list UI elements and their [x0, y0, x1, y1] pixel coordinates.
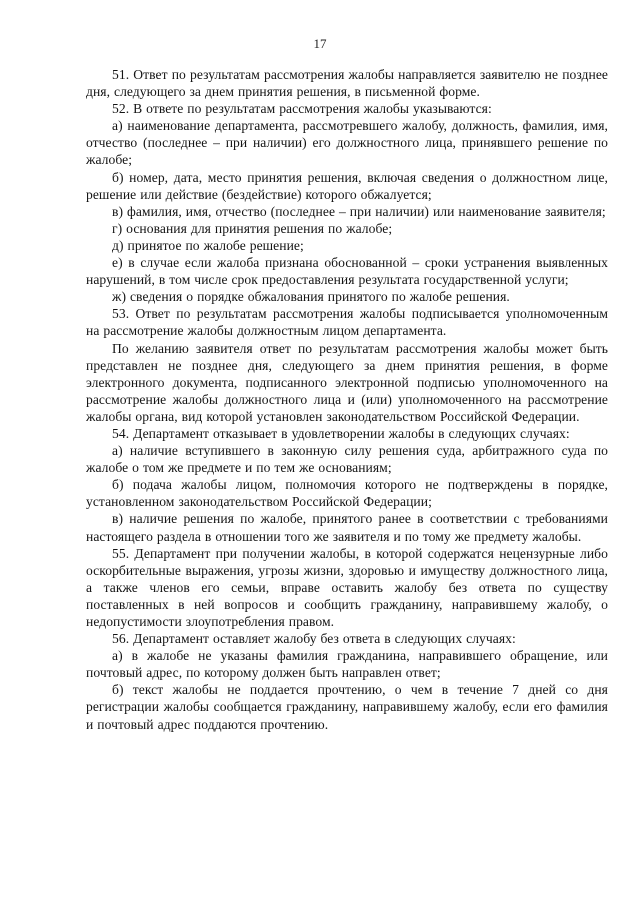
page-number: 17 [313, 36, 327, 51]
list-item-52f: е) в случае если жалоба признана обоснованной – сроки устранения выявленных нарушений, в том числе срок предоставления результата государственной услуги; [86, 255, 608, 288]
document-body [86, 66, 608, 733]
list-item-54c: в) наличие решения по жалобе, принятого ранее в соответствии с требованиями настоящего раздела в отношении того же заявителя и по тому же предмету жалобы. [86, 511, 608, 544]
list-item-52a: а) наименование департамента, рассмотревшего жалобу, должность, фамилия, имя, отчество (последнее – при наличии) его должностного лица, принявшего решение по жалобе; [86, 118, 608, 168]
list-item-56a: а) в жалобе не указаны фамилия гражданина, направившего обращение, или почтовый адрес, по которому должен быть направлен ответ; [86, 648, 608, 681]
list-item-54b: б) подача жалобы лицом, полномочия которого не подтверждены в порядке, установленном законодательством Российской Федерации; [86, 477, 608, 510]
list-item-54a: а) наличие вступившего в законную силу решения суда, арбитражного суда по жалобе о том же предмете и по тем же основаниям; [86, 443, 608, 476]
paragraph-56: 56. Департамент оставляет жалобу без ответа в следующих случаях: [112, 631, 516, 647]
paragraph-53-electronic: По желанию заявителя ответ по результатам рассмотрения жалобы может быть представлен не позднее дня, следующего за днем принятия решения, в форме электронного документа, подписанного электронной подписью уполномоченного на рассмотрение жалобы должностного лица и (или) уполномоченного на рассмотрение жалобы органа, вид которой установлен законодательством Российской Федерации. [86, 340, 608, 424]
paragraph-55: 55. Департамент при получении жалобы, в которой содержатся нецензурные либо оскорбительные выражения, угрозы жизни, здоровью и имуществу должностного лица, а также членов его семьи, вправе оставить жалобу без ответа по существу поставленных в ней вопросов и сообщить гражданину, направившему жалобу, о недопустимости злоупотребления правом. [86, 545, 608, 629]
paragraph-51: 51. Ответ по результатам рассмотрения жалобы направляется заявителю не позднее дня, следующего за днем принятия решения, в письменной форме. [86, 67, 608, 100]
paragraph-53: 53. Ответ по результатам рассмотрения жалобы подписывается уполномоченным на рассмотрение жалобы должностным лицом департамента. [86, 306, 608, 339]
list-item-56b: б) текст жалобы не поддается прочтению, о чем в течение 7 дней со дня регистрации жалобы сообщается гражданину, направившему жалобу, если его фамилия и почтовый адрес поддаются прочтению. [86, 682, 608, 732]
paragraph-52: 52. В ответе по результатам рассмотрения жалобы указываются: [112, 101, 492, 117]
list-item-52g: ж) сведения о порядке обжалования принятого по жалобе решения. [112, 289, 510, 305]
list-item-52e: д) принятое по жалобе решение; [112, 237, 304, 253]
list-item-52d: г) основания для принятия решения по жалобе; [112, 220, 393, 236]
paragraph-54: 54. Департамент отказывает в удовлетворении жалобы в следующих случаях: [112, 425, 570, 441]
list-item-52c: в) фамилия, имя, отчество (последнее – при наличии) или наименование заявителя; [112, 203, 606, 219]
list-item-52b: б) номер, дата, место принятия решения, включая сведения о должностном лице, решение или действие (бездействие) которого обжалуется; [86, 169, 608, 202]
